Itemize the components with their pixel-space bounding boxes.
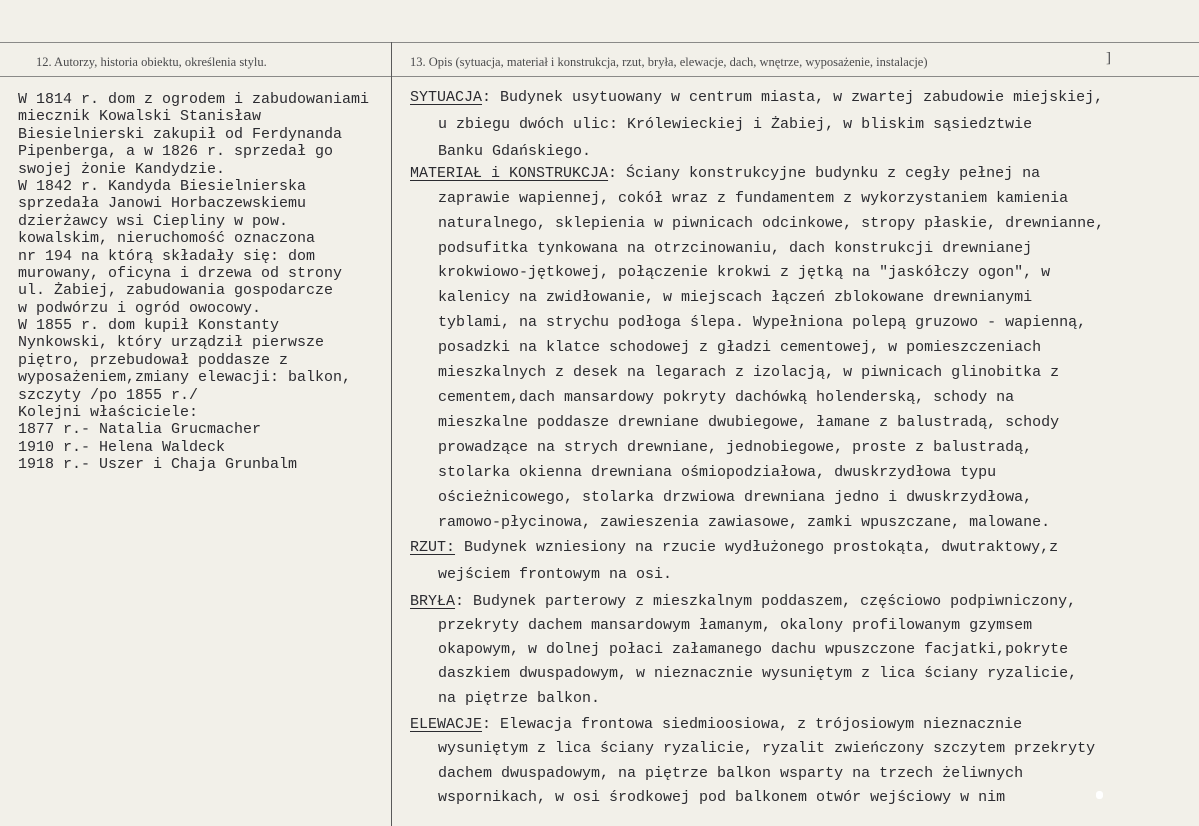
history-line: szczyty /po 1855 r./ [18, 386, 199, 404]
top-rule [0, 42, 1199, 43]
history-line: W 1855 r. dom kupił Konstanty [18, 317, 280, 335]
history-line: W 1842 r. Kandyda Biesielnierska [18, 177, 307, 195]
history-line: 1910 r.- Helena Waldeck [18, 438, 226, 456]
rzut-label: RZUT: [410, 539, 456, 556]
history-line: sprzedała Janowi Horbaczewskiemu [18, 195, 307, 213]
history-line: swojej żonie Kandydzie. [18, 160, 226, 178]
bryla-label: BRYŁA [410, 593, 456, 610]
elewacje-line [410, 716, 1022, 733]
rzut-text: Budynek wzniesiony na rzucie wydłużonego prostokąta, dwutraktowy,z [455, 539, 1059, 556]
history-line: wyposażeniem,zmiany elewacji: balkon, [18, 369, 352, 387]
history-line: w podwórzu i ogród owocowy. [18, 299, 262, 317]
history-line: Biesielnierski zakupił od Ferdynanda [18, 125, 343, 143]
description-line: na piętrze balkon. [438, 690, 601, 707]
elewacje-text: : Elewacja frontowa siedmioosiowa, z trójosiowym nieznacznie [482, 716, 1023, 733]
history-line: 1918 r.- Uszer i Chaja Grunbalm [18, 456, 298, 474]
history-line: murowany, oficyna i drzewa od strony [18, 264, 343, 282]
description-line: stolarka okienna drewniana ośmiopodziałowa, dwuskrzydłowa typu [438, 464, 997, 481]
history-line: piętro, przebudował poddasze z [18, 351, 289, 369]
description-line: mieszkalne poddasze drewniane dwubiegowe, łamane z balustradą, schody [438, 414, 1060, 431]
corner-mark: ] [1106, 50, 1111, 66]
history-line: kowalskim, nieruchomość oznaczona [18, 230, 316, 248]
description-line: tyblami, na strychu podłoga ślepa. Wypełniona polepą gruzowo - wapienną, [438, 314, 1087, 331]
paper-blemish [1096, 791, 1103, 799]
history-text [18, 91, 390, 474]
description-line: zaprawie wapiennej, cokół wraz z fundamentem z wykorzystaniem kamienia [438, 190, 1069, 207]
history-line: dzierżawcy wsi Ciepliny w pow. [18, 212, 289, 230]
history-line: Kolejni właściciele: [18, 404, 199, 422]
history-line: miecznik Kowalski Stanisław [18, 108, 262, 126]
description-line: daszkiem dwuspadowym, w nieznacznie wysuniętym z lica ściany ryzalicie, [438, 665, 1078, 682]
bryla-line [410, 593, 1076, 610]
description-line: prowadzące na strych drewniane, jednobiegowe, proste z balustradą, [438, 439, 1033, 456]
material-line [410, 165, 1040, 182]
description-column-header: 13. Opis (sytuacja, materiał i konstrukcja, rzut, bryła, elewacje, dach, wnętrze, wyposażenie, instalacje) [410, 55, 928, 69]
history-line: W 1814 r. dom z ogrodem i zabudowaniami [18, 91, 370, 108]
description-line: wejściem frontowym na osi. [438, 566, 673, 583]
description-line: podsufitka tynkowana na otrzcinowaniu, dach konstrukcji drewnianej [438, 240, 1033, 257]
description-line: dachem dwuspadowym, na piętrze balkon wsparty na trzech żeliwnych [438, 765, 1024, 782]
history-column-header: 12. Autorzy, historia obiektu, określenia stylu. [36, 55, 267, 69]
material-text: : Ściany konstrukcyjne budynku z cegły pełnej na [608, 165, 1041, 182]
elewacje-label: ELEWACJE [410, 716, 483, 733]
material-label: MATERIAŁ i KONSTRUKCJA [410, 165, 609, 182]
description-line: u zbiegu dwóch ulic: Królewieckiej i Żabiej, w bliskim sąsiedztwie [438, 116, 1033, 133]
sytuacja-text: : Budynek usytuowany w centrum miasta, w zwartej zabudowie miejskiej, [482, 89, 1104, 106]
bryla-text: : Budynek parterowy z mieszkalnym poddaszem, częściowo podpiwniczony, [455, 593, 1077, 610]
description-line: cementem,dach mansardowy pokryty dachówką holenderską, schody na [438, 389, 1015, 406]
description-line: ramowo-płycinowa, zawieszenia zawiasowe, zamki wpuszczane, malowane. [438, 514, 1051, 531]
description-line: posadzki na klatce schodowej z gładzi cementowej, w pomieszczeniach [438, 339, 1042, 356]
description-line: wspornikach, w osi środkowej pod balkonem otwór wejściowy w nim [438, 789, 1006, 806]
history-line: nr 194 na którą składały się: dom [18, 247, 316, 265]
description-line: ościeżnicowego, stolarka drzwiowa drewniana jedno i dwuskrzydłowa, [438, 489, 1033, 506]
description-line: przekryty dachem mansardowym łamanym, okalony profilowanym gzymsem [438, 617, 1033, 634]
header-rule [0, 76, 1199, 77]
sytuacja-line [410, 89, 1103, 106]
description-line: kalenicy na zwidłowanie, w miejscach łączeń zblokowane drewnianymi [438, 289, 1033, 306]
sytuacja-label: SYTUACJA [410, 89, 483, 106]
description-line: mieszkalnych z desek na legarach z izolacją, w piwnicach glinobitka z [438, 364, 1060, 381]
history-line: Nynkowski, który urządził pierwsze [18, 334, 325, 352]
rzut-line [410, 539, 1058, 556]
description-line: krokwiowo-jętkowej, połączenie krokwi z jętką na "jaskółczy ogon", w [438, 264, 1051, 281]
history-line: ul. Żabiej, zabudowania gospodarcze [18, 282, 334, 300]
history-line: 1877 r.- Natalia Grucmacher [18, 421, 262, 439]
description-line: naturalnego, sklepienia w piwnicach odcinkowe, stropy płaskie, drewnianne, [438, 215, 1105, 232]
column-divider [391, 42, 392, 826]
history-line: Pipenberga, a w 1826 r. sprzedał go [18, 143, 334, 161]
description-line: wysuniętym z lica ściany ryzalicie, ryzalit zwieńczony szczytem przekryty [438, 740, 1096, 757]
description-line: okapowym, w dolnej połaci załamanego dachu wpuszczone facjatki,pokryte [438, 641, 1069, 658]
description-line: Banku Gdańskiego. [438, 143, 592, 160]
